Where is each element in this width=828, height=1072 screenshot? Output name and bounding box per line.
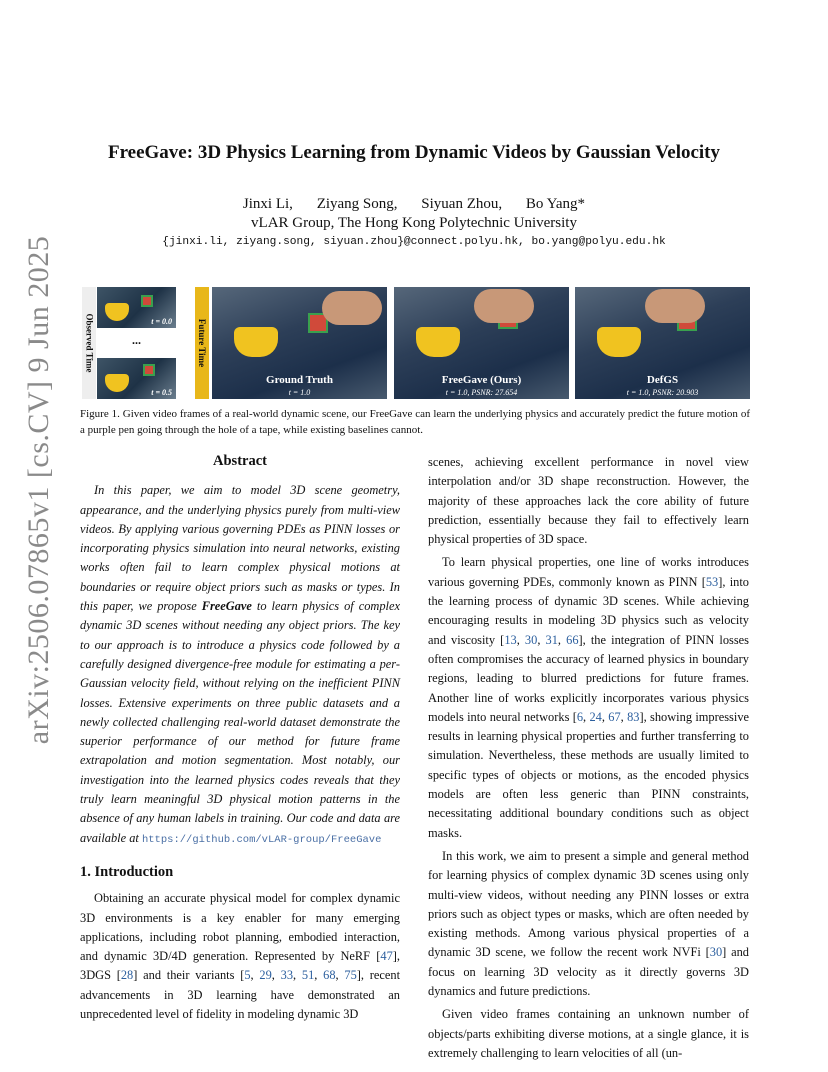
paragraph-text: scenes, achieving excellent performance in novel view interpolation and/or 3D shape reconstruction. However, the majority of these approaches lack the core ability of future prediction, essentially because they fail to effectively learn physical properties of 3D space. — [428, 455, 749, 547]
citation-link[interactable]: 6 — [576, 709, 584, 724]
observed-time-label: Observed Time — [82, 287, 96, 399]
citation-link[interactable]: 51 — [301, 968, 315, 983]
citation-link[interactable]: 5 — [244, 968, 251, 983]
teaser-figure — [82, 287, 750, 399]
body-paragraph — [428, 1005, 749, 1063]
defgs-panel — [575, 287, 750, 399]
affiliation: vLAR Group, The Hong Kong Polytechnic University — [251, 215, 577, 231]
panel-subtitle: t = 1.0, PSNR: 20.903 — [626, 388, 699, 397]
citation-link[interactable]: 13 — [504, 632, 517, 647]
observed-time-value: t = 0.0 — [151, 317, 172, 326]
email-addresses: {jinxi.li, ziyang.song, siyuan.zhou}@connect.polyu.hk, bo.yang@polyu.edu.hk — [162, 236, 666, 248]
paper-title: FreeGave: 3D Physics Learning from Dynamic Videos by Gaussian Velocity — [107, 142, 721, 163]
paragraph-text: , — [335, 968, 345, 983]
abstract-heading: Abstract — [213, 453, 267, 469]
panel-subtitle: t = 1.0, PSNR: 27.654 — [445, 388, 518, 397]
ground-truth-panel — [212, 287, 387, 399]
citation-link[interactable]: 75 — [344, 968, 357, 983]
paragraph-text: In this work, we aim to present a simple and general method for learning physics of complex dynamic 3D scenes using only multi-view videos, without needing any PINN losses or extra priors such as object types or masks, which are often needed by existing methods. Among various physical properties of a dynamic 3D scene, we follow the recent work NVFi [ — [428, 848, 749, 960]
paragraph-text: Given video frames containing an unknown number of objects/parts exhibiting diverse motions, at a single glance, it is extremely challenging to learn velocities of all (un- — [428, 1007, 749, 1060]
paragraph-text: ], into the learning process of dynamic 3D scenes. While achieving encouraging results in modeling 3D physics such as velocity and viscosity [ — [428, 574, 749, 647]
body-paragraph — [428, 847, 749, 1001]
arxiv-sidebar — [14, 235, 64, 745]
github-link[interactable]: https://github.com/vLAR-group/FreeGave — [141, 833, 382, 846]
arxiv-identifier: arXiv:2506.07865v1 [cs.CV] 9 Jun 2025 — [22, 235, 55, 745]
citation-link[interactable]: 83 — [627, 709, 640, 724]
paragraph-text: ], the integration of PINN losses often compromises the accuracy of learned physics in boundary regions, leading to blurred predictions for future frames. Another line of works explicitly incorporates various physics models into neural networks [ — [428, 632, 749, 724]
paragraph-text: To learn physical properties, one line of works introduces various governing PDEs, commonly known as PINN [ — [428, 555, 749, 589]
paragraph-text: ] and their variants [ — [133, 968, 245, 983]
paragraph-text: ] and focus on learning 3D velocity as it directly governs 3D dynamics and future predictions. — [428, 945, 749, 999]
paragraph-text: , — [293, 968, 302, 983]
citation-link[interactable]: 31 — [545, 632, 558, 647]
citation-link[interactable]: 24 — [589, 709, 602, 724]
paragraph-text: , — [314, 968, 324, 983]
future-time-label: Future Time — [195, 287, 209, 399]
panel-title: FreeGave (Ours) — [441, 374, 522, 386]
citation-link[interactable]: 66 — [566, 632, 579, 647]
citation-link[interactable]: 53 — [705, 574, 719, 589]
left-column — [80, 452, 400, 1024]
citation-link[interactable]: 30 — [524, 632, 538, 647]
paragraph-text: ], 3DGS [ — [80, 949, 400, 983]
paragraph-text: , — [601, 709, 609, 724]
paragraph-text: ], recent advancements in 3D learning have demonstrated an unprecedented level of fidelity in modeling dynamic 3D — [80, 968, 401, 1022]
panel-subtitle: t = 1.0 — [288, 388, 311, 397]
paragraph-text: ], showing impressive results in learning physical properties and further transferring to simulation. Nevertheless, these methods are usually limited to specific types of objects or motions, as the encoded physics models are often less generic than PINN constraints, necessitating additional boundary conditions such as object masks. — [428, 709, 750, 840]
citation-link[interactable]: 30 — [709, 945, 723, 960]
citation-link[interactable]: 68 — [323, 968, 336, 983]
abstract-body: In this paper, we aim to model 3D scene geometry, appearance, and the underlying physics purely from multi-view videos. By applying various governing PDEs as PINN losses or incorporating physics simulation into neural networks, existing works often fail to learn complex physical motions at boundaries or require object priors such as masks or types. In this paper, we propose FreeGave to learn physics of complex dynamic 3D scenes without needing any object priors. The key to our approach is to introduce a physics code followed by a carefully designed divergence-free module for estimating a per-Gaussian velocity field, without relying on the inefficient PINN losses. Extensive experiments on three public datasets and a newly collected challenging real-world dataset demonstrate the superior performance of our method for future frame extrapolation and motion segmentation. Most notably, our investigation into the learned physics codes reveals that they truly learn meaningful 3D physical motion patterns in the absence of any human labels in training. Our code and data are available at https://github.com/vLAR-group/FreeGave — [80, 483, 400, 846]
freegave-panel — [394, 287, 569, 399]
panel-title: Ground Truth — [266, 374, 333, 386]
author: Ziyang Song, — [316, 196, 398, 212]
paragraph-text: , — [250, 968, 260, 983]
citation-link[interactable]: 33 — [280, 968, 294, 983]
paragraph-text: , — [583, 709, 590, 724]
author: Bo Yang* — [525, 196, 586, 212]
paragraph-text: , — [516, 632, 525, 647]
observed-frame-image — [97, 358, 176, 399]
author-list — [80, 196, 748, 213]
paragraph-text: , — [271, 968, 281, 983]
panel-title: DefGS — [646, 374, 679, 386]
citation-link[interactable]: 47 — [380, 949, 393, 964]
ellipsis: ... — [132, 333, 141, 347]
citation-link[interactable]: 29 — [259, 968, 272, 983]
paragraph-text: , — [557, 632, 567, 647]
observed-time-value: t = 0.5 — [151, 388, 172, 397]
observed-frame-image — [97, 287, 176, 328]
body-paragraph — [428, 453, 749, 549]
body-paragraph — [428, 553, 749, 842]
right-column — [428, 453, 749, 1063]
author: Siyuan Zhou, — [421, 196, 503, 212]
paragraph-text: , — [537, 632, 546, 647]
figure-caption: Figure 1. Given video frames of a real-world dynamic scene, our FreeGave can learn the underlying physics and accurately predict the future motion of a purple pen going through the hole of a tape, while existing baselines cannot. — [80, 408, 750, 436]
intro-paragraph — [80, 889, 400, 1024]
section-heading: 1. Introduction — [80, 863, 174, 880]
citation-link[interactable]: 67 — [608, 709, 621, 724]
citation-link[interactable]: 28 — [120, 968, 134, 983]
author: Jinxi Li, — [242, 196, 293, 212]
paragraph-text: Obtaining an accurate physical model for complex dynamic 3D environments is a key enabler for many emerging applications, including robot planning, embodied interaction, and dynamic 3D/4D generation. Represented by NeRF [ — [80, 891, 400, 964]
method-name: FreeGave — [201, 599, 252, 614]
paragraph-text: , — [620, 709, 628, 724]
